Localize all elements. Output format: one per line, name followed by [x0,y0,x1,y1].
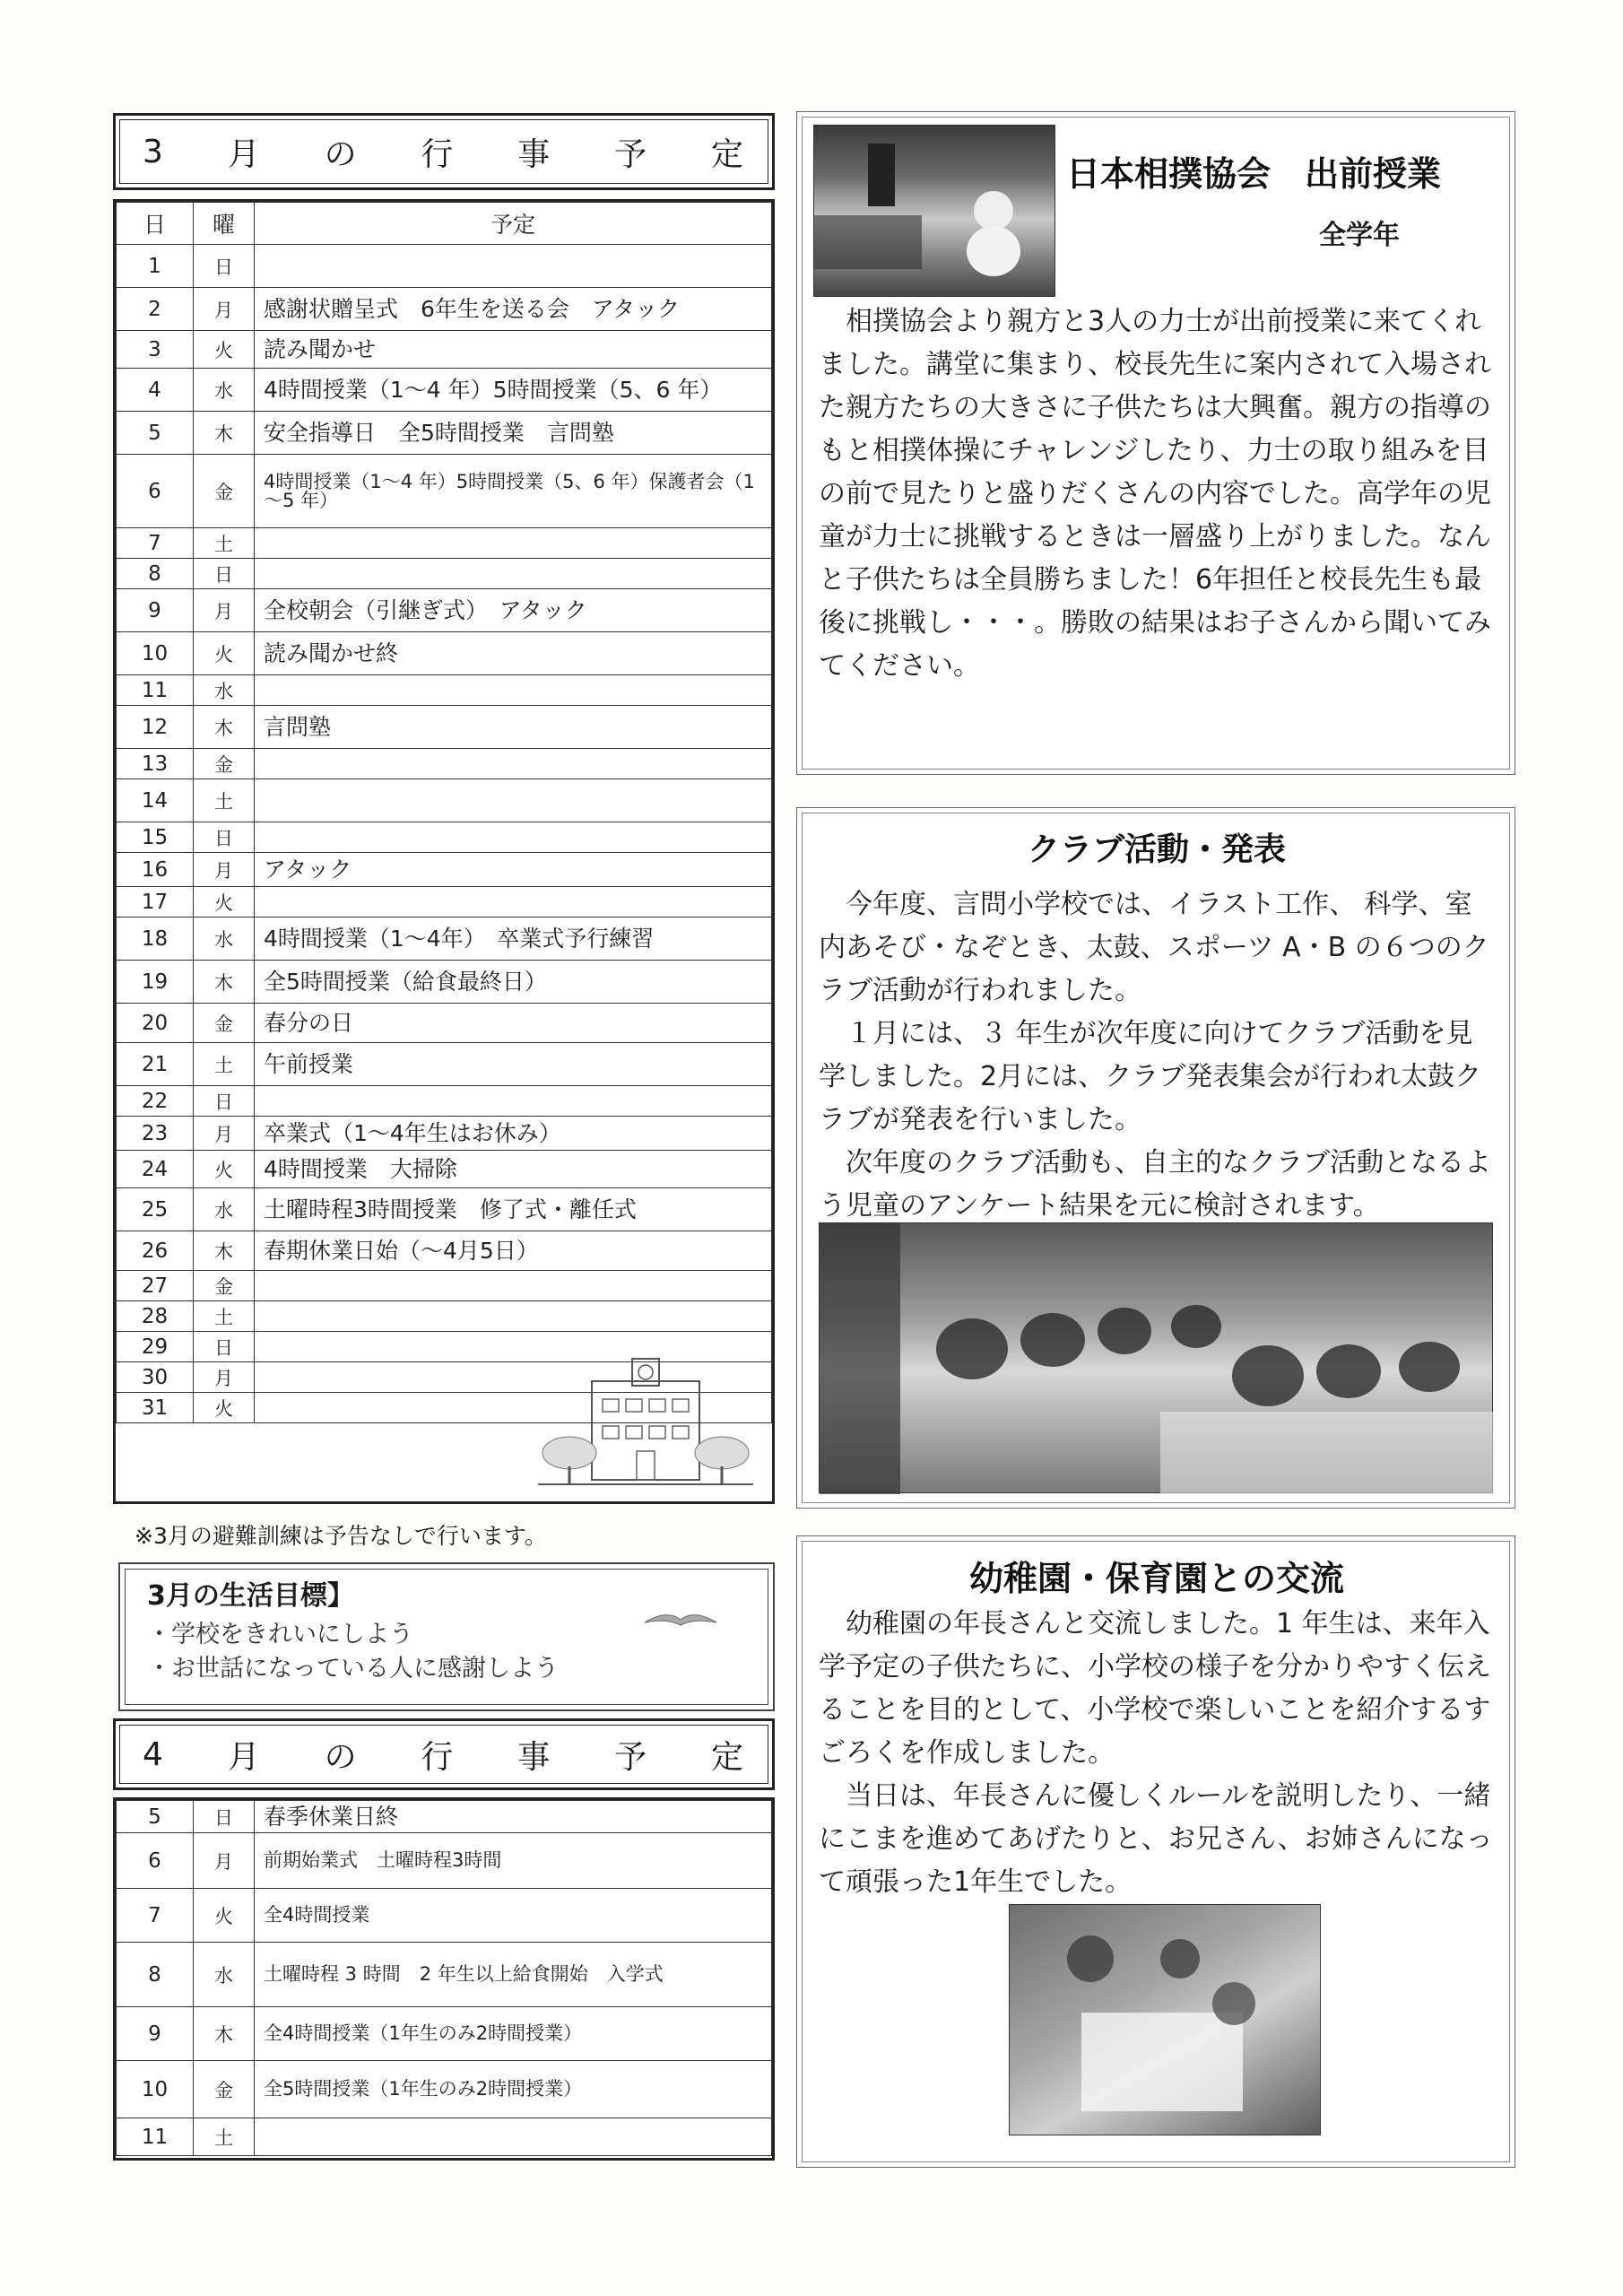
table-row [117,369,772,412]
weekday-cell: 月 [194,1362,255,1393]
weekday-cell: 月 [194,853,255,887]
school-building-illustration [538,1345,753,1489]
weekday-cell: 木 [194,1231,255,1271]
club-body [819,883,1493,1228]
table-row [117,853,772,887]
weekday-cell: 水 [194,369,255,412]
day-cell: 6 [117,455,194,528]
weekday-cell: 金 [194,455,255,528]
day-cell: 28 [117,1301,194,1332]
table-row [117,2007,772,2061]
event-cell: アタック [255,853,772,887]
event-cell: 卒業式（1～4年生はお休み） [255,1117,772,1151]
kindergarten-article [796,1535,1515,2168]
weekday-cell: 日 [194,822,255,853]
weekday-cell: 木 [194,706,255,749]
event-cell: 春期休業日始（～4月5日） [255,1231,772,1271]
april-title-char: の [324,1738,359,1776]
club-paragraph: 次年度のクラブ活動も、自主的なクラブ活動となるよう児童のアンケート結果を元に検討されます。 [819,1147,1491,1222]
event-cell: 全4時間授業（1年生のみ2時間授業） [255,2007,772,2061]
event-cell [255,245,772,288]
table-row [117,559,772,589]
march-title-char: 事 [517,135,552,173]
bird-icon [640,1600,721,1636]
event-cell [255,528,772,559]
day-cell: 30 [117,1362,194,1393]
weekday-cell: 月 [194,1833,255,1889]
weekday-cell: 日 [194,559,255,589]
day-cell: 16 [117,853,194,887]
club-paragraph: １月には、３ 年生が次年度に向けてクラブ活動を見学しました。2月には、クラブ発表集会が行われ太鼓クラブが発表を行いました。 [819,1018,1482,1135]
march-title-char: の [324,135,359,173]
april-title-char: 事 [517,1738,552,1776]
taiko-drum-photo [819,1222,1493,1493]
table-row [117,288,772,331]
table-row [117,1188,772,1231]
weekday-cell: 土 [194,2118,255,2156]
april-title-char: 行 [421,1738,456,1776]
sumo-title: 日本相撲協会 出前授業 [1066,154,1442,194]
weekday-cell: 日 [194,1332,255,1362]
event-cell: 春分の日 [255,1004,772,1043]
table-row [117,1231,772,1271]
kindergarten-paragraph: 当日は、年長さんに優しくルールを説明したり、一緒にこまを進めてあげたりと、お兄さん、お姉さんになって頑張った1年生でした。 [819,1780,1493,1898]
weekday-cell: 木 [194,412,255,455]
weekday-cell: 月 [194,1117,255,1151]
life-goals-box [118,1562,775,1711]
weekday-cell: 火 [194,1393,255,1423]
table-row [117,749,772,779]
school-building-icon [538,1345,753,1489]
day-cell: 18 [117,918,194,961]
life-goals-title: 3月の生活目標】 [147,1580,354,1612]
event-cell [255,887,772,918]
table-row [117,887,772,918]
event-cell: 午前授業 [255,1043,772,1086]
march-title-char: 定 [710,135,745,173]
table-row [117,1801,772,1833]
weekday-cell: 金 [194,1004,255,1043]
weekday-cell: 水 [194,1188,255,1231]
table-row [117,245,772,288]
event-cell [255,675,772,706]
day-cell: 9 [117,2007,194,2061]
weekday-cell: 水 [194,1943,255,2007]
weekday-cell: 水 [194,918,255,961]
table-row [117,1043,772,1086]
evacuation-drill-note: ※3月の避難訓練は予告なしで行います。 [135,1523,547,1549]
kindergarten-body [819,1603,1493,1904]
event-cell: 春季休業日終 [255,1801,772,1833]
table-row [117,1004,772,1043]
event-cell: 安全指導日 全5時間授業 言問塾 [255,412,772,455]
april-schedule-table [113,1797,775,2161]
event-cell: 全校朝会（引継ぎ式） アタック [255,589,772,632]
day-cell: 6 [117,1833,194,1889]
day-cell: 11 [117,675,194,706]
event-cell [255,1301,772,1332]
day-cell: 7 [117,1889,194,1943]
event-cell: 4時間授業（1～4 年）5時間授業（5、6 年） [255,369,772,412]
day-cell: 3 [117,331,194,369]
children-playing-illustration [1010,1905,1322,2136]
event-cell: 土曜時程3時間授業 修了式・離任式 [255,1188,772,1231]
day-cell: 10 [117,2061,194,2118]
day-cell: 8 [117,559,194,589]
event-cell [255,2118,772,2156]
april-title [113,1718,775,1790]
event-cell: 4時間授業（1～4 年）5時間授業（5、6 年）保護者会（1～5 年） [255,455,772,528]
march-title [113,113,775,190]
weekday-cell: 金 [194,2061,255,2118]
weekday-cell: 金 [194,749,255,779]
day-cell: 25 [117,1188,194,1231]
day-cell: 7 [117,528,194,559]
day-cell: 29 [117,1332,194,1362]
march-schedule-table [113,199,775,1504]
weekday-cell: 土 [194,528,255,559]
table-row [117,1301,772,1332]
sumo-article [796,111,1515,775]
day-cell: 21 [117,1043,194,1086]
sumo-subtitle: 全学年 [1319,220,1400,251]
day-cell: 5 [117,1801,194,1833]
life-goal-item: ・お世話になっている人に感謝しよう [147,1655,559,1683]
weekday-cell: 火 [194,1889,255,1943]
event-cell [255,749,772,779]
life-goal-item: ・学校をきれいにしよう [147,1621,413,1648]
event-cell: 言問塾 [255,706,772,749]
weekday-cell: 火 [194,887,255,918]
march-title-char: 予 [614,135,649,173]
weekday-cell: 水 [194,675,255,706]
table-row [117,961,772,1004]
day-cell: 10 [117,632,194,675]
table-row [117,822,772,853]
weekday-cell: 月 [194,589,255,632]
event-cell: 読み聞かせ終 [255,632,772,675]
table-row [117,1117,772,1151]
march-title-char: 行 [421,135,456,173]
kindergarten-paragraph: 幼稚園の年長さんと交流しました。1 年生は、来年入学予定の子供たちに、小学校の様子を分かりやすく伝えることを目的として、小学校で楽しいことを紹介するすごろくを作成しました。 [819,1608,1491,1769]
event-cell: 前期始業式 土曜時程3時間 [255,1833,772,1889]
event-cell: 土曜時程 3 時間 2 年生以上給食開始 入学式 [255,1943,772,2007]
weekday-cell: 火 [194,1151,255,1188]
weekday-cell: 金 [194,1271,255,1301]
weekday-cell: 日 [194,245,255,288]
event-cell: 全5時間授業（給食最終日） [255,961,772,1004]
march-title-char: 月 [227,135,262,173]
april-title-char: 月 [227,1738,262,1776]
sumo-wrestler-illustration [814,126,1056,298]
table-row [117,632,772,675]
weekday-cell: 土 [194,779,255,822]
kindergarten-title: 幼稚園・保育園との交流 [968,1559,1344,1598]
sugoroku-photo [1009,1904,1321,2135]
weekday-cell: 火 [194,632,255,675]
weekday-cell: 木 [194,2007,255,2061]
day-cell: 5 [117,412,194,455]
event-cell: 全5時間授業（1年生のみ2時間授業） [255,2061,772,2118]
april-title-char: 予 [614,1738,649,1776]
day-cell: 22 [117,1086,194,1117]
club-title: クラブ活動・発表 [1027,831,1286,868]
day-cell: 9 [117,589,194,632]
day-cell: 2 [117,288,194,331]
day-cell: 11 [117,2118,194,2156]
table-header-row [117,203,772,245]
day-cell: 1 [117,245,194,288]
weekday-cell: 日 [194,1086,255,1117]
event-cell [255,1271,772,1301]
day-cell: 14 [117,779,194,822]
table-row [117,455,772,528]
table-row [117,1086,772,1117]
table-row [117,675,772,706]
weekday-cell: 日 [194,1801,255,1833]
day-cell: 13 [117,749,194,779]
weekday-cell: 土 [194,1043,255,1086]
day-cell: 4 [117,369,194,412]
sumo-paragraph-text: 相撲協会より親方と3人の力士が出前授業に来てくれました。講堂に集まり、校長先生に案内されて入場された親方たちの大きさに子供たちは大興奮。親方の指導のもと相撲体操にチャレンジしたり、力士の取り組みを目の前で見たりと盛りだくさんの内容でした。高学年の児童が力士に挑戦するときは一層盛り上がりました。なんと子供たちは全員勝ちました！6年担任と校長先生も最後に挑戦し・・・。勝敗の結果はお子さんから聞いてみてください。 [819,306,1491,682]
weekday-cell: 火 [194,331,255,369]
april-title-char: 定 [710,1738,745,1776]
day-cell: 15 [117,822,194,853]
table-row [117,2061,772,2118]
march-title-char: 3 [143,133,165,170]
club-article [796,807,1515,1509]
day-cell: 12 [117,706,194,749]
april-title-char: 4 [143,1735,165,1773]
event-cell: 4時間授業 大掃除 [255,1151,772,1188]
event-cell: 感謝状贈呈式 6年生を送る会 アタック [255,288,772,331]
table-row [117,528,772,559]
taiko-drums-illustration [820,1223,1494,1494]
header-plan: 予定 [255,203,772,245]
table-row [117,331,772,369]
sumo-paragraph [819,300,1493,688]
club-paragraph: 今年度、言問小学校では、イラスト工作、 科学、室内あそび・なぞとき、太鼓、スポーツ A・B の６つのクラブ活動が行われました。 [819,889,1489,1006]
table-row [117,706,772,749]
event-cell [255,559,772,589]
weekday-cell: 土 [194,1301,255,1332]
table-row [117,779,772,822]
table-row [117,918,772,961]
day-cell: 20 [117,1004,194,1043]
event-cell [255,822,772,853]
table-row [117,1833,772,1889]
table-row [117,1943,772,2007]
day-cell: 23 [117,1117,194,1151]
table-row [117,1271,772,1301]
day-cell: 26 [117,1231,194,1271]
weekday-cell: 木 [194,961,255,1004]
table-row [117,1889,772,1943]
header-day: 日 [117,203,194,245]
day-cell: 31 [117,1393,194,1423]
day-cell: 8 [117,1943,194,2007]
header-weekday: 曜 [194,203,255,245]
event-cell: 全4時間授業 [255,1889,772,1943]
event-cell [255,1086,772,1117]
weekday-cell: 月 [194,288,255,331]
sumo-photo [813,125,1055,297]
event-cell: 読み聞かせ [255,331,772,369]
day-cell: 17 [117,887,194,918]
day-cell: 24 [117,1151,194,1188]
table-row [117,1151,772,1188]
table-row [117,412,772,455]
table-row [117,2118,772,2156]
event-cell [255,779,772,822]
day-cell: 27 [117,1271,194,1301]
day-cell: 19 [117,961,194,1004]
table-row [117,589,772,632]
event-cell: 4時間授業（1～4年） 卒業式予行練習 [255,918,772,961]
